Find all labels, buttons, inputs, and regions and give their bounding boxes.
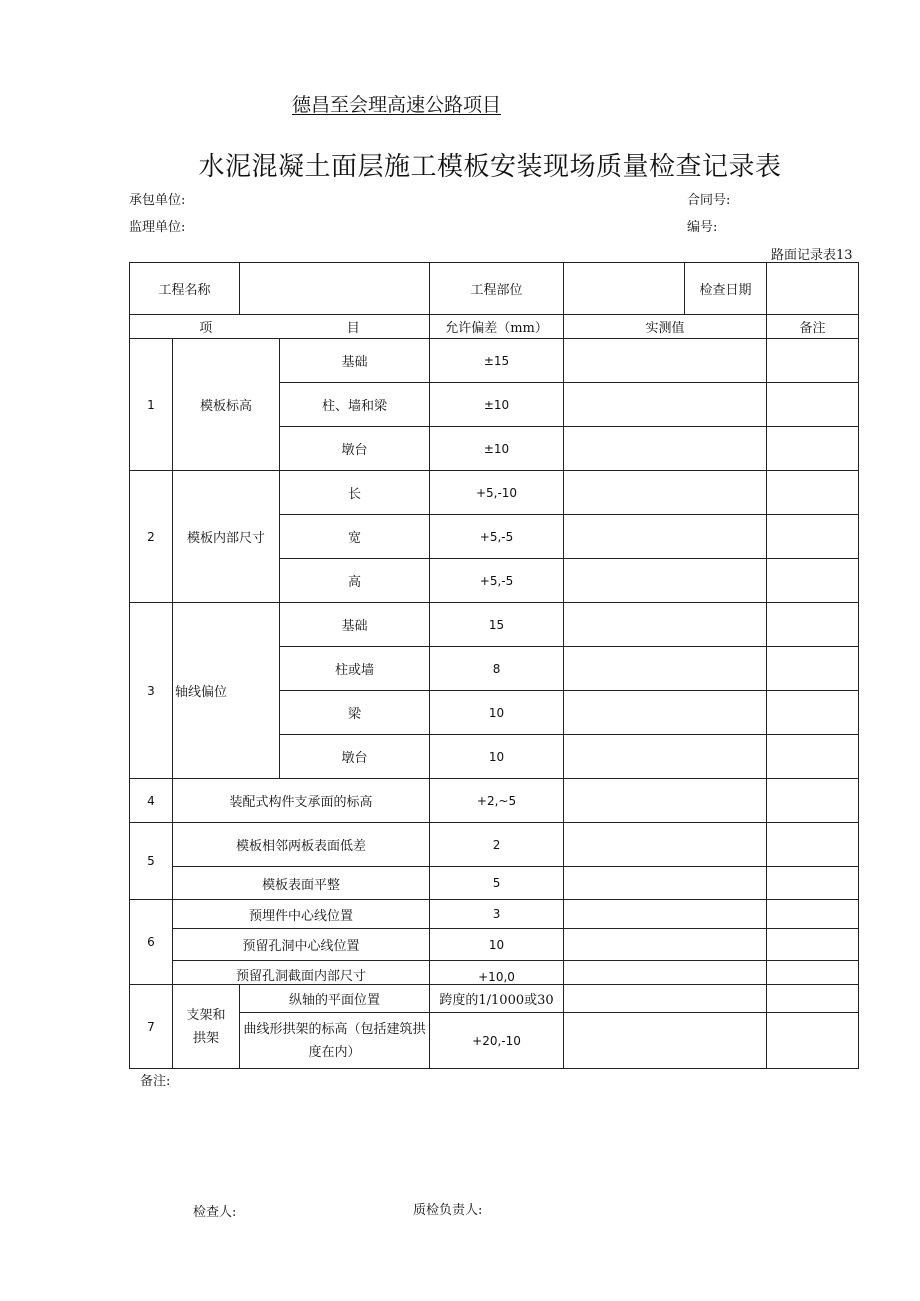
- table-row: [130, 823, 859, 867]
- col-item-b: 目: [346, 321, 360, 336]
- sub-item-name: 墩台: [280, 735, 430, 779]
- tolerance-value: 8: [430, 647, 564, 691]
- tolerance-value: +5,-5: [430, 559, 564, 603]
- measured-cell[interactable]: [564, 779, 767, 823]
- remark-cell[interactable]: [767, 985, 859, 1013]
- item-name: 模板内部尺寸: [173, 471, 280, 603]
- sub-item-name: 纵轴的平面位置: [240, 985, 430, 1013]
- measured-cell[interactable]: [564, 900, 767, 929]
- item-name: 装配式构件支承面的标高: [173, 779, 430, 823]
- tolerance-value: 10: [430, 691, 564, 735]
- measured-cell[interactable]: [564, 471, 767, 515]
- tolerance-value: +10,0: [430, 961, 564, 985]
- sub-item-name: 梁: [280, 691, 430, 735]
- measured-cell[interactable]: [564, 691, 767, 735]
- remark-cell[interactable]: [767, 471, 859, 515]
- remark-cell[interactable]: [767, 691, 859, 735]
- tolerance-value: 10: [430, 929, 564, 961]
- item-name: 模板表面平整: [173, 867, 430, 900]
- measured-cell[interactable]: [564, 559, 767, 603]
- supervisor-label: 监理单位:: [129, 220, 186, 235]
- tolerance-value: 2: [430, 823, 564, 867]
- remark-cell[interactable]: [767, 961, 859, 985]
- col-item-a: 项: [199, 321, 213, 336]
- project-part-value[interactable]: [564, 263, 685, 315]
- form-title: 水泥混凝土面层施工模板安装现场质量检查记录表: [198, 152, 782, 182]
- inspector-label: 检查人:: [193, 1205, 237, 1220]
- item-name: 模板标高: [173, 339, 280, 471]
- tolerance-value: +5,-5: [430, 515, 564, 559]
- col-header-item: [130, 315, 430, 339]
- item-number: 6: [130, 900, 173, 985]
- sub-item-name: 曲线形拱架的标高（包括建筑拱度在内）: [240, 1013, 430, 1069]
- sub-item-name: 基础: [280, 339, 430, 383]
- project-name-label: 工程名称: [130, 263, 240, 315]
- remark-cell[interactable]: [767, 559, 859, 603]
- measured-cell[interactable]: [564, 603, 767, 647]
- item-name: 预留孔洞截面内部尺寸: [173, 961, 430, 985]
- sub-item-name: 基础: [280, 603, 430, 647]
- table-row: [130, 929, 859, 961]
- tolerance-value: ±15: [430, 339, 564, 383]
- sub-item-name: 长: [280, 471, 430, 515]
- item-name: 支架和拱架: [173, 985, 240, 1069]
- project-name: 德昌至会理高速公路项目: [292, 94, 502, 116]
- col-header-remark: 备注: [767, 315, 859, 339]
- tolerance-value: ±10: [430, 427, 564, 471]
- remark-cell[interactable]: [767, 823, 859, 867]
- table-row: [130, 471, 859, 515]
- remark-label: 备注:: [140, 1074, 171, 1089]
- table-row: [130, 603, 859, 647]
- item-name: 模板相邻两板表面低差: [173, 823, 430, 867]
- tolerance-value: 10: [430, 735, 564, 779]
- contract-no-label: 合同号:: [687, 193, 731, 208]
- remark-cell[interactable]: [767, 735, 859, 779]
- remark-cell[interactable]: [767, 647, 859, 691]
- col-header-tolerance: 允许偏差（mm）: [430, 315, 564, 339]
- sub-item-name: 柱、墙和梁: [280, 383, 430, 427]
- remark-cell[interactable]: [767, 515, 859, 559]
- project-part-label: 工程部位: [430, 263, 564, 315]
- measured-cell[interactable]: [564, 735, 767, 779]
- tolerance-value: +20,-10: [430, 1013, 564, 1069]
- remark-cell[interactable]: [767, 383, 859, 427]
- remark-cell[interactable]: [767, 1013, 859, 1069]
- serial-no-label: 编号:: [687, 220, 718, 235]
- item-name: 轴线偏位: [173, 603, 280, 779]
- table-row: [130, 900, 859, 929]
- measured-cell[interactable]: [564, 823, 767, 867]
- inspection-table: [129, 262, 859, 1069]
- table-row: [130, 961, 859, 985]
- measured-cell[interactable]: [564, 867, 767, 900]
- check-date-label: 检查日期: [685, 263, 767, 315]
- item-number: 7: [130, 985, 173, 1069]
- item-number: 2: [130, 471, 173, 603]
- tolerance-value: 跨度的1/1000或30: [430, 985, 564, 1013]
- measured-cell[interactable]: [564, 427, 767, 471]
- remark-cell[interactable]: [767, 929, 859, 961]
- qc-label: 质检负责人:: [413, 1203, 483, 1218]
- contractor-label: 承包单位:: [129, 193, 186, 208]
- remark-cell[interactable]: [767, 603, 859, 647]
- project-name-value[interactable]: [240, 263, 430, 315]
- sub-item-name: 墩台: [280, 427, 430, 471]
- table-row: [130, 339, 859, 383]
- measured-cell[interactable]: [564, 647, 767, 691]
- item-number: 1: [130, 339, 173, 471]
- check-date-value[interactable]: [767, 263, 859, 315]
- table-row: [130, 1013, 859, 1069]
- item-number: 3: [130, 603, 173, 779]
- sub-item-name: 高: [280, 559, 430, 603]
- remark-cell[interactable]: [767, 867, 859, 900]
- sub-item-name: 宽: [280, 515, 430, 559]
- item-name: 预留孔洞中心线位置: [173, 929, 430, 961]
- tolerance-value: 15: [430, 603, 564, 647]
- measured-cell[interactable]: [564, 339, 767, 383]
- tolerance-value: +5,-10: [430, 471, 564, 515]
- measured-cell[interactable]: [564, 985, 767, 1013]
- measured-cell[interactable]: [564, 961, 767, 985]
- remark-cell[interactable]: [767, 339, 859, 383]
- tolerance-value: ±10: [430, 383, 564, 427]
- item-number: 5: [130, 823, 173, 900]
- table-row: [130, 867, 859, 900]
- table-row: [130, 779, 859, 823]
- form-code: 路面记录表13: [771, 248, 853, 263]
- table-row: [130, 985, 859, 1013]
- measured-cell[interactable]: [564, 1013, 767, 1069]
- remark-cell[interactable]: [767, 779, 859, 823]
- col-header-measured: 实测值: [564, 315, 767, 339]
- measured-cell[interactable]: [564, 515, 767, 559]
- item-name: 预埋件中心线位置: [173, 900, 430, 929]
- tolerance-value: +2,~5: [430, 779, 564, 823]
- tolerance-value: 3: [430, 900, 564, 929]
- measured-cell[interactable]: [564, 929, 767, 961]
- tolerance-value: 5: [430, 867, 564, 900]
- remark-cell[interactable]: [767, 900, 859, 929]
- measured-cell[interactable]: [564, 383, 767, 427]
- remark-cell[interactable]: [767, 427, 859, 471]
- sub-item-name: 柱或墙: [280, 647, 430, 691]
- item-number: 4: [130, 779, 173, 823]
